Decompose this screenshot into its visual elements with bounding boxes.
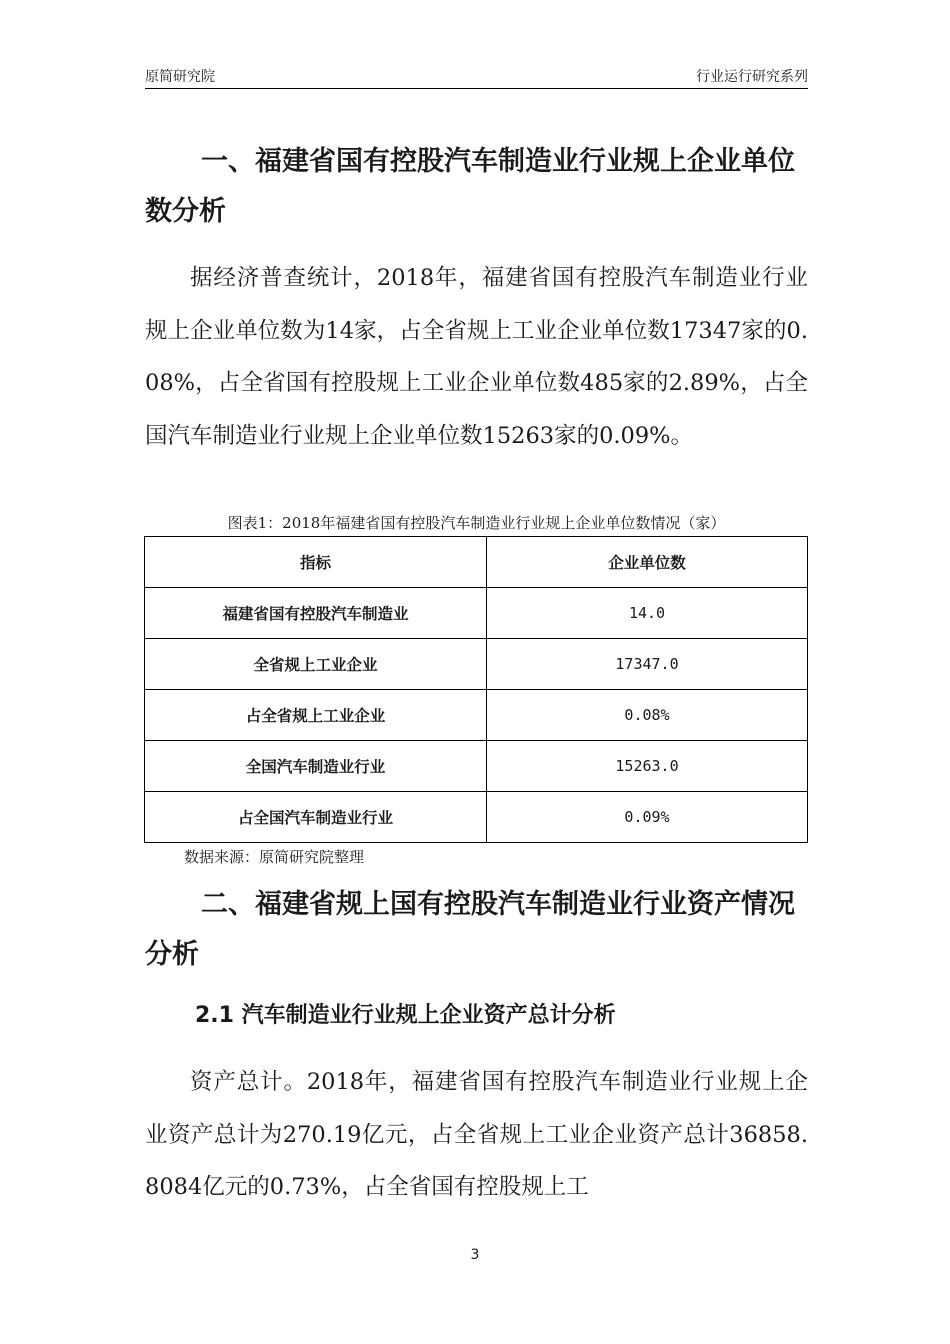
table-row [145, 639, 808, 690]
table-header-row [145, 537, 808, 588]
table-cell-label: 占全省规上工业企业 [145, 690, 487, 741]
table-cell-label: 占全国汽车制造业行业 [145, 792, 487, 843]
table-cell-value: 14.0 [487, 588, 808, 639]
header-org-name: 原简研究院 [145, 69, 215, 85]
table-cell-value: 0.09% [487, 792, 808, 843]
table-row [145, 588, 808, 639]
table-source-note: 数据来源：原简研究院整理 [184, 848, 365, 866]
table-header-unit-count: 企业单位数 [487, 537, 808, 588]
section1-title: 一、福建省国有控股汽车制造业行业规上企业单位数分析 [145, 146, 795, 227]
table-cell-value: 15263.0 [487, 741, 808, 792]
table-cell-label: 福建省国有控股汽车制造业 [145, 588, 487, 639]
table-caption: 图表1：2018年福建省国有控股汽车制造业行业规上企业单位数情况（家） [227, 514, 726, 532]
section2-paragraph: 资产总计。2018年，福建省国有控股汽车制造业行业规上企业资产总计为270.19亿元，占全省规上工业企业资产总计36858.8084亿元的0.73%，占全省国有控股规上工 [145, 1069, 808, 1200]
table-cell-label: 全国汽车制造业行业 [145, 741, 487, 792]
page-header [145, 66, 808, 89]
unit-count-table [144, 536, 808, 843]
table-row [145, 690, 808, 741]
section1-paragraph: 据经济普查统计，2018年，福建省国有控股汽车制造业行业规上企业单位数为14家，占全省规上工业企业单位数17347家的0.08%，占全省国有控股规上工业企业单位数485家的2.89%，占全国汽车制造业行业规上企业单位数15263家的0.09%。 [145, 265, 808, 449]
table-header-indicator: 指标 [145, 537, 487, 588]
table-cell-label: 全省规上工业企业 [145, 639, 487, 690]
page-number: 3 [470, 1247, 480, 1263]
table-row [145, 741, 808, 792]
header-series-name: 行业运行研究系列 [696, 69, 808, 85]
table-cell-value: 17347.0 [487, 639, 808, 690]
table-cell-value: 0.08% [487, 690, 808, 741]
subsection-title: 2.1 汽车制造业行业规上企业资产总计分析 [195, 1003, 616, 1028]
table-row [145, 792, 808, 843]
section2-title: 二、福建省规上国有控股汽车制造业行业资产情况分析 [145, 889, 795, 970]
